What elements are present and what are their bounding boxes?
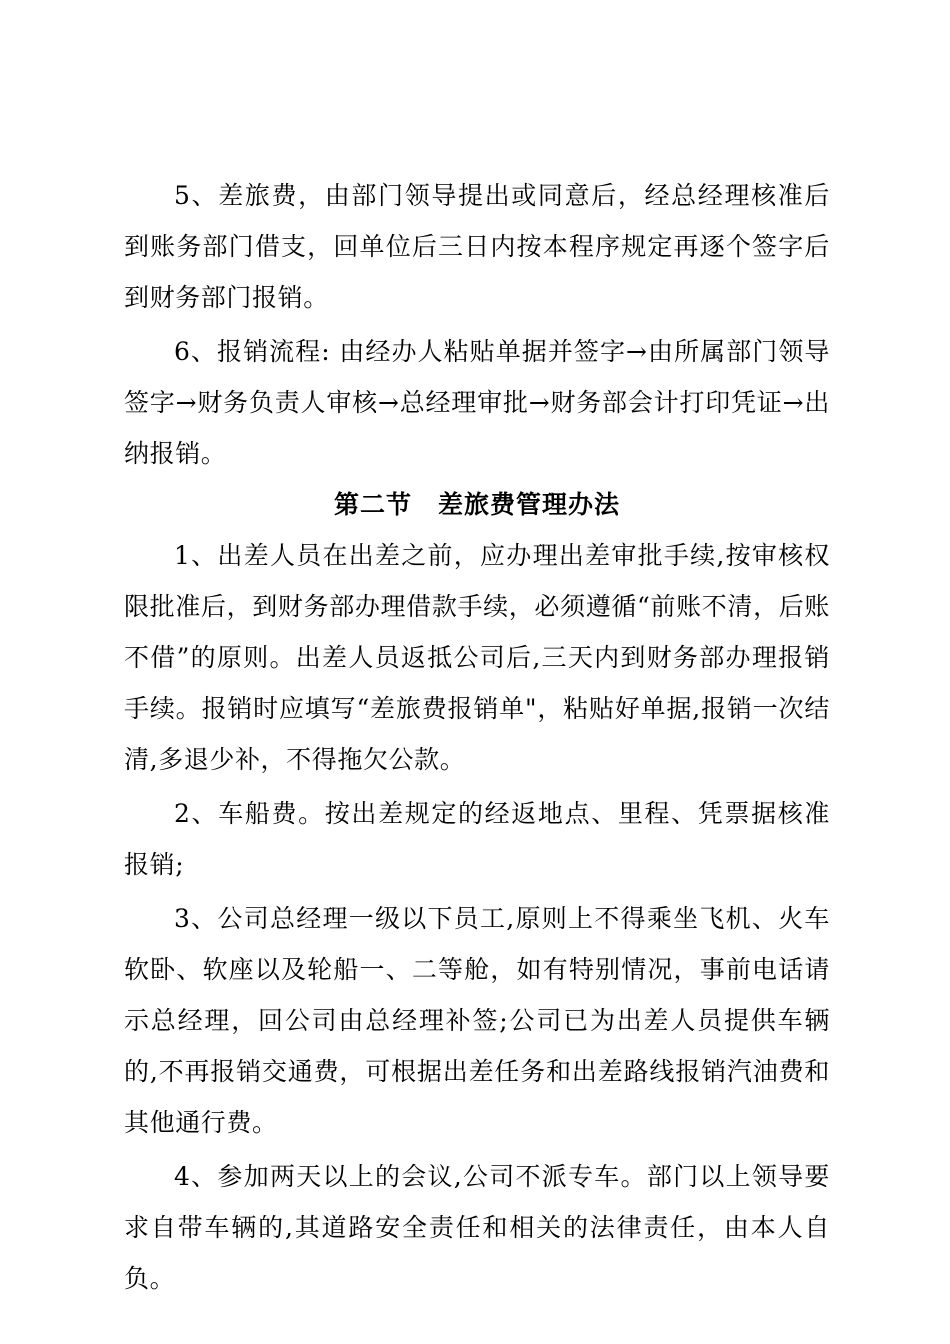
paragraph-1-approval: 1、出差人员在出差之前，应办理出差审批手续,按审核权限批准后，到财务部办理借款手续，必须遵循“前账不清，后账不借”的原则。出差人员返抵公司后,三天内到财务部办理报销手续。报销时应填写“差旅费报销单"，粘贴好单据,报销一次结清,多退少补，不得拖欠公款。 [124, 541, 830, 774]
paragraph-3-travel-class: 3、公司总经理一级以下员工,原则上不得乘坐飞机、火车软卧、软座以及轮船一、二等舱，如有特别情况，事前电话请示总经理，回公司由总经理补签;公司已为出差人员提供车辆的,不再报销交通费，可根据出差任务和出差路线报销汽油费和其他通行费。 [124, 904, 830, 1137]
paragraph-2-transport-fare: 2、车船费。按出差规定的经返地点、里程、凭票据核准报销; [124, 799, 830, 879]
paragraph-5-travel-expense: 5、差旅费，由部门领导提出或同意后，经总经理核准后到账务部门借支，回单位后三日内按本程序规定再逐个签字后到财务部门报销。 [124, 181, 830, 312]
document-page [124, 170, 830, 1304]
paragraph-4-meetings: 4、参加两天以上的会议,公司不派专车。部门以上领导要求自带车辆的,其道路安全责任和相关的法律责任，由本人自负。 [124, 1162, 830, 1293]
section-title: 第二节 差旅费管理办法 [333, 490, 620, 519]
paragraph-6-reimbursement-flow: 6、报销流程: 由经办人粘贴单据并签字→由所属部门领导签字→财务负责人审核→总经理审批→财务部会计打印凭证→出纳报销。 [124, 337, 830, 468]
